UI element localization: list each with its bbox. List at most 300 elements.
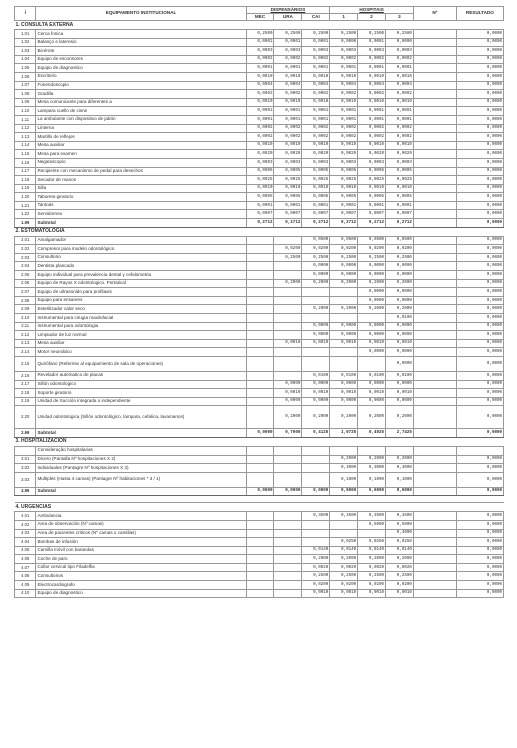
row-value: 0,0004 bbox=[246, 81, 274, 90]
row-num bbox=[413, 167, 456, 176]
row-value bbox=[246, 371, 274, 380]
row-num bbox=[413, 271, 456, 280]
row-value bbox=[246, 296, 274, 305]
row-result: 0,0000 bbox=[456, 236, 503, 245]
row-value: 0,0005 bbox=[386, 167, 414, 176]
row-code: 1.08 bbox=[15, 90, 36, 99]
row-value: 0,0002 bbox=[330, 133, 358, 142]
row-result: 0,0000 bbox=[456, 167, 503, 176]
row-result: 0,0000 bbox=[456, 288, 503, 297]
row-value: 0,2500 bbox=[358, 30, 386, 39]
row-code: 2.08 bbox=[15, 296, 36, 305]
table-row bbox=[15, 348, 504, 357]
row-name: Lampara cuello de cisne bbox=[36, 107, 246, 116]
row-value: 0,0000 bbox=[358, 331, 386, 340]
row-value: 0,0003 bbox=[274, 158, 302, 167]
table-row bbox=[15, 150, 504, 159]
row-result: 0,0000 bbox=[456, 487, 503, 496]
row-name: Area de pacientes criticos (Nº camas o camillas) bbox=[36, 529, 246, 538]
row-value: 0,0010 bbox=[302, 184, 330, 193]
row-value: 0,0001 bbox=[246, 201, 274, 210]
row-value: 0,0010 bbox=[246, 184, 274, 193]
row-value: 0,0010 bbox=[274, 339, 302, 348]
table-row bbox=[15, 406, 504, 429]
row-code: 2.99 bbox=[15, 429, 36, 438]
row-name: Equipo de esconsores bbox=[36, 55, 246, 64]
row-value bbox=[274, 371, 302, 380]
table-row bbox=[15, 279, 504, 288]
header-h2: 2 bbox=[358, 14, 386, 21]
row-name: Fonendoscopio bbox=[36, 81, 246, 90]
row-value bbox=[246, 455, 274, 464]
row-value: 0,0010 bbox=[358, 589, 386, 598]
row-value: 1,0725 bbox=[330, 429, 358, 438]
row-num bbox=[413, 446, 456, 455]
row-name: Gradilla bbox=[36, 90, 246, 99]
table-row bbox=[15, 563, 504, 572]
row-value: 0,2712 bbox=[274, 219, 302, 228]
row-name: Servidorneo bbox=[36, 210, 246, 219]
row-num bbox=[413, 380, 456, 389]
row-num bbox=[413, 331, 456, 340]
row-result: 0,0000 bbox=[456, 572, 503, 581]
row-value: 0,0000 bbox=[386, 397, 414, 406]
row-value: 0,0020 bbox=[302, 563, 330, 572]
row-value: 0,0140 bbox=[330, 546, 358, 555]
row-value bbox=[358, 314, 386, 323]
row-value: 0,2000 bbox=[302, 279, 330, 288]
row-name: Equipo de diagnostico bbox=[36, 589, 246, 598]
table-row bbox=[15, 245, 504, 254]
row-num bbox=[413, 555, 456, 564]
row-value: 0,3500 bbox=[302, 512, 330, 521]
row-code: 1.05 bbox=[15, 64, 36, 73]
row-value bbox=[330, 314, 358, 323]
row-value bbox=[246, 305, 274, 314]
header-cai: CAI bbox=[302, 14, 330, 21]
row-value: 0,0000 bbox=[386, 322, 414, 331]
row-code: 1.14 bbox=[15, 141, 36, 150]
row-code: 4.08 bbox=[15, 572, 36, 581]
row-num bbox=[413, 314, 456, 323]
row-value: 0,0002 bbox=[358, 90, 386, 99]
row-value bbox=[274, 446, 302, 455]
row-name: Bombas de infusión bbox=[36, 538, 246, 547]
row-value: 0,2000 bbox=[358, 305, 386, 314]
row-name: Compresor para modelo odontológico bbox=[36, 245, 246, 254]
table-row bbox=[15, 455, 504, 464]
row-value bbox=[330, 520, 358, 529]
row-name: Linterna bbox=[36, 124, 246, 133]
row-result: 0,0000 bbox=[456, 429, 503, 438]
table-row bbox=[15, 555, 504, 564]
row-value: 0,0001 bbox=[358, 107, 386, 116]
row-value: 0,0000 bbox=[386, 288, 414, 297]
row-result: 0,0000 bbox=[456, 253, 503, 262]
table-row bbox=[15, 64, 504, 73]
row-num bbox=[413, 98, 456, 107]
row-value: 0,0002 bbox=[246, 124, 274, 133]
row-num bbox=[413, 589, 456, 598]
row-value: 0,0000 bbox=[358, 296, 386, 305]
row-name: Coche de paro bbox=[36, 555, 246, 564]
row-value: 0,2000 bbox=[358, 455, 386, 464]
row-value: 0,0000 bbox=[358, 288, 386, 297]
row-num bbox=[413, 210, 456, 219]
section-heading bbox=[15, 227, 504, 236]
row-value: 0,0002 bbox=[302, 124, 330, 133]
row-value: 0,0001 bbox=[358, 38, 386, 47]
row-value: 0,0005 bbox=[274, 193, 302, 202]
row-num bbox=[413, 455, 456, 464]
row-value: 0,0002 bbox=[358, 55, 386, 64]
row-value bbox=[246, 589, 274, 598]
row-code: 2.01 bbox=[15, 236, 36, 245]
row-name: Mesa comunicante para diferentes a bbox=[36, 98, 246, 107]
row-value bbox=[246, 546, 274, 555]
row-value bbox=[246, 380, 274, 389]
row-value: 0,0020 bbox=[302, 150, 330, 159]
row-code: 2.03 bbox=[15, 253, 36, 262]
row-value bbox=[274, 348, 302, 357]
row-num bbox=[413, 47, 456, 56]
row-value bbox=[274, 464, 302, 473]
row-value: 0,2000 bbox=[386, 305, 414, 314]
row-value: 0,6000 bbox=[358, 487, 386, 496]
row-num bbox=[413, 389, 456, 398]
row-code: 2.02 bbox=[15, 245, 36, 254]
row-code: 1.16 bbox=[15, 158, 36, 167]
row-num bbox=[413, 64, 456, 73]
row-value bbox=[330, 348, 358, 357]
row-value: 0,0005 bbox=[302, 167, 330, 176]
row-code: 2.13 bbox=[15, 339, 36, 348]
row-result: 0,0000 bbox=[456, 30, 503, 39]
row-value: 0,0010 bbox=[330, 389, 358, 398]
row-value bbox=[246, 253, 274, 262]
row-value: 0,0000 bbox=[330, 262, 358, 271]
row-value: 0,6000 bbox=[330, 487, 358, 496]
row-result: 0,0000 bbox=[456, 296, 503, 305]
row-value: 0,0005 bbox=[246, 193, 274, 202]
row-value bbox=[386, 446, 414, 455]
row-value: 0,0007 bbox=[302, 210, 330, 219]
row-value: 0,0003 bbox=[330, 158, 358, 167]
row-value: 0,0250 bbox=[386, 538, 414, 547]
table-row bbox=[15, 397, 504, 406]
row-value: 0,0002 bbox=[274, 133, 302, 142]
row-code: 2.05 bbox=[15, 271, 36, 280]
row-value: 0,2712 bbox=[330, 219, 358, 228]
row-name: Soporte giratorio bbox=[36, 389, 246, 398]
table-row bbox=[15, 288, 504, 297]
row-num bbox=[413, 141, 456, 150]
row-num bbox=[413, 296, 456, 305]
section-gap bbox=[15, 496, 504, 503]
row-result: 0,0000 bbox=[456, 115, 503, 124]
row-code: 1.01 bbox=[15, 30, 36, 39]
row-value bbox=[274, 331, 302, 340]
row-value: 0,2500 bbox=[386, 253, 414, 262]
row-value: 0,2000 bbox=[274, 406, 302, 429]
row-value bbox=[246, 538, 274, 547]
row-result: 0,0000 bbox=[456, 107, 503, 116]
row-value: 0,0010 bbox=[386, 339, 414, 348]
header-equipment: EQUIPAMENTO INSTITUCIONAL bbox=[36, 7, 246, 21]
row-value bbox=[274, 563, 302, 572]
row-num bbox=[413, 81, 456, 90]
row-value: 0,0250 bbox=[330, 538, 358, 547]
row-value: 0,0000 bbox=[386, 38, 414, 47]
row-num bbox=[413, 520, 456, 529]
table-row bbox=[15, 296, 504, 305]
row-value: 0,0001 bbox=[330, 107, 358, 116]
row-value: 0,0002 bbox=[386, 133, 414, 142]
row-value bbox=[302, 296, 330, 305]
row-code: 1.19 bbox=[15, 184, 36, 193]
row-value bbox=[246, 446, 274, 455]
row-value: 0,2000 bbox=[330, 406, 358, 429]
row-value bbox=[302, 529, 330, 538]
row-result: 0,0000 bbox=[456, 201, 503, 210]
row-value: 0,0010 bbox=[274, 98, 302, 107]
table-row bbox=[15, 133, 504, 142]
row-value: 0,0001 bbox=[386, 64, 414, 73]
row-value: 0,0003 bbox=[274, 47, 302, 56]
row-name: La ambulante con dispositivo de jabón bbox=[36, 115, 246, 124]
row-code: 1.21 bbox=[15, 201, 36, 210]
row-value bbox=[274, 472, 302, 487]
row-value bbox=[274, 305, 302, 314]
row-name: Mesa auxiliar bbox=[36, 339, 246, 348]
table-row bbox=[15, 253, 504, 262]
row-name: Limpiador de luz normal bbox=[36, 331, 246, 340]
subtotal-row bbox=[15, 487, 504, 496]
row-value: 0,0010 bbox=[386, 98, 414, 107]
row-result: 0,0000 bbox=[456, 397, 503, 406]
row-value: 0,0002 bbox=[330, 55, 358, 64]
row-value: 0,0000 bbox=[274, 397, 302, 406]
row-value: 0,0005 bbox=[358, 193, 386, 202]
row-value: 0,0003 bbox=[358, 158, 386, 167]
row-num bbox=[413, 184, 456, 193]
row-name: Consultorios bbox=[36, 572, 246, 581]
row-name: Instrumental para cirugia maxilofacial bbox=[36, 314, 246, 323]
row-value: 0,0000 bbox=[386, 331, 414, 340]
row-value: 0,2500 bbox=[358, 572, 386, 581]
row-name: Revelador automatico de placas bbox=[36, 371, 246, 380]
row-value: 0,0140 bbox=[302, 546, 330, 555]
row-name: Secador de manos bbox=[36, 176, 246, 185]
row-value: 0,0020 bbox=[274, 150, 302, 159]
row-value: 0,2500 bbox=[330, 30, 358, 39]
row-code: 1.04 bbox=[15, 55, 36, 64]
row-value: 0,2000 bbox=[386, 406, 414, 429]
row-value: 0,0100 bbox=[386, 314, 414, 323]
row-name: Martillo de reflejos bbox=[36, 133, 246, 142]
row-name: Quirófano (Referirse al equipamiento de sala de operaciones) bbox=[36, 356, 246, 371]
row-value: 0,0000 bbox=[358, 348, 386, 357]
row-value bbox=[246, 356, 274, 371]
row-num bbox=[413, 158, 456, 167]
row-value: 0,0020 bbox=[358, 150, 386, 159]
row-code: 4.01 bbox=[15, 512, 36, 521]
row-value: 0,2000 bbox=[274, 279, 302, 288]
row-value: 0,2500 bbox=[302, 253, 330, 262]
row-value bbox=[330, 296, 358, 305]
row-code: 2.14 bbox=[15, 348, 36, 357]
row-result: 0,0000 bbox=[456, 589, 503, 598]
row-num bbox=[413, 397, 456, 406]
row-code: 2.11 bbox=[15, 322, 36, 331]
row-num bbox=[413, 339, 456, 348]
row-value: 0,0004 bbox=[358, 81, 386, 90]
row-value: 0,2500 bbox=[302, 30, 330, 39]
row-result: 0,0000 bbox=[456, 314, 503, 323]
row-value bbox=[330, 356, 358, 371]
row-num bbox=[413, 288, 456, 297]
row-result: 0,0000 bbox=[456, 158, 503, 167]
row-code: 2.16 bbox=[15, 371, 36, 380]
row-value: 0,0100 bbox=[330, 371, 358, 380]
row-value bbox=[302, 472, 330, 487]
row-value: 0,0020 bbox=[330, 563, 358, 572]
row-value: 0,0000 bbox=[302, 380, 330, 389]
row-value: 0,0200 bbox=[358, 581, 386, 590]
row-value bbox=[274, 236, 302, 245]
row-value bbox=[274, 322, 302, 331]
row-value bbox=[246, 520, 274, 529]
row-value bbox=[302, 464, 330, 473]
row-code: 4.06 bbox=[15, 555, 36, 564]
table-row bbox=[15, 271, 504, 280]
row-value: 0,6000 bbox=[386, 487, 414, 496]
row-value: 0,7000 bbox=[274, 429, 302, 438]
row-value: 0,0001 bbox=[274, 201, 302, 210]
row-name: Individuales (Pantagre Nº hospitaciones X 3) bbox=[36, 464, 246, 473]
row-result: 0,0000 bbox=[456, 455, 503, 464]
table-row bbox=[15, 305, 504, 314]
row-value: 0,0010 bbox=[386, 141, 414, 150]
row-value bbox=[302, 446, 330, 455]
row-value: 0,0000 bbox=[358, 262, 386, 271]
row-value: 0,0025 bbox=[246, 176, 274, 185]
row-code: 2.15 bbox=[15, 356, 36, 371]
row-num bbox=[413, 245, 456, 254]
row-value: 0,0250 bbox=[358, 538, 386, 547]
row-value: 0,0200 bbox=[358, 245, 386, 254]
row-value: 0,0010 bbox=[246, 98, 274, 107]
row-value: 0,0001 bbox=[246, 38, 274, 47]
row-value: 0,0500 bbox=[358, 236, 386, 245]
row-value: 0,2500 bbox=[386, 572, 414, 581]
row-value: 0,2000 bbox=[302, 305, 330, 314]
table-row bbox=[15, 184, 504, 193]
row-value: 0,0002 bbox=[302, 133, 330, 142]
row-value: 0,0007 bbox=[330, 210, 358, 219]
table-row bbox=[15, 72, 504, 81]
row-value: 0,0010 bbox=[330, 141, 358, 150]
row-num bbox=[413, 72, 456, 81]
equipment-table bbox=[14, 6, 504, 598]
row-value bbox=[246, 464, 274, 473]
row-value: 0,0002 bbox=[274, 90, 302, 99]
row-value bbox=[274, 555, 302, 564]
row-value: 0,0010 bbox=[386, 72, 414, 81]
row-name: Area de observación (Nº camas) bbox=[36, 520, 246, 529]
row-value: 0,0001 bbox=[246, 115, 274, 124]
table-row bbox=[15, 380, 504, 389]
row-value bbox=[246, 322, 274, 331]
row-code: 1.18 bbox=[15, 176, 36, 185]
row-value: 0,2500 bbox=[246, 30, 274, 39]
row-value: 0,0000 bbox=[246, 429, 274, 438]
row-num bbox=[413, 487, 456, 496]
row-num bbox=[413, 30, 456, 39]
row-value: 0,0010 bbox=[358, 98, 386, 107]
row-value: 0,0000 bbox=[386, 296, 414, 305]
row-value bbox=[358, 356, 386, 371]
row-value bbox=[302, 538, 330, 547]
table-row bbox=[15, 581, 504, 590]
row-result: 0,0000 bbox=[456, 184, 503, 193]
row-value: 0,2000 bbox=[358, 279, 386, 288]
table-row bbox=[15, 201, 504, 210]
row-value: 0,0005 bbox=[330, 167, 358, 176]
row-value: 0,0010 bbox=[302, 339, 330, 348]
row-value: 0,0010 bbox=[358, 339, 386, 348]
row-code: 4.10 bbox=[15, 589, 36, 598]
row-result: 0,0000 bbox=[456, 581, 503, 590]
row-value: 0,0010 bbox=[330, 339, 358, 348]
row-name: Sillón odontologico bbox=[36, 380, 246, 389]
row-value: 0,0010 bbox=[274, 389, 302, 398]
section-heading bbox=[15, 21, 504, 30]
row-value: 0,0001 bbox=[386, 201, 414, 210]
table-row bbox=[15, 158, 504, 167]
row-value: 0,0007 bbox=[274, 210, 302, 219]
row-value: 0,0005 bbox=[386, 193, 414, 202]
row-value: 2,7425 bbox=[386, 429, 414, 438]
row-value bbox=[302, 288, 330, 297]
row-value: 0,0100 bbox=[358, 371, 386, 380]
row-name: Recipiente con mecanismo de pedal para desechos bbox=[36, 167, 246, 176]
row-value: 0,2000 bbox=[386, 455, 414, 464]
row-result: 0,0000 bbox=[456, 141, 503, 150]
row-name: Multiples (Hasta 4 camas) (Pantagre Nº habitaciones * 3 / 1) bbox=[36, 472, 246, 487]
row-result: 0,0000 bbox=[456, 262, 503, 271]
row-value: 0,0005 bbox=[274, 167, 302, 176]
row-result: 0,0000 bbox=[456, 529, 503, 538]
row-value: 0,2000 bbox=[330, 305, 358, 314]
row-value bbox=[246, 279, 274, 288]
row-value: 0,2000 bbox=[330, 279, 358, 288]
row-value: 0,0003 bbox=[386, 158, 414, 167]
row-code: 1.17 bbox=[15, 167, 36, 176]
row-value: 0,2000 bbox=[302, 406, 330, 429]
row-value: 0,0025 bbox=[330, 176, 358, 185]
table-row bbox=[15, 529, 504, 538]
row-value: 0,0010 bbox=[358, 72, 386, 81]
row-num bbox=[413, 262, 456, 271]
table-row bbox=[15, 141, 504, 150]
header-num: Nº bbox=[413, 7, 456, 21]
row-value: 0,0001 bbox=[358, 115, 386, 124]
equipment-sheet bbox=[14, 6, 504, 598]
table-row bbox=[15, 446, 504, 455]
row-result: 0,0000 bbox=[456, 55, 503, 64]
row-value: 0,0000 bbox=[330, 322, 358, 331]
